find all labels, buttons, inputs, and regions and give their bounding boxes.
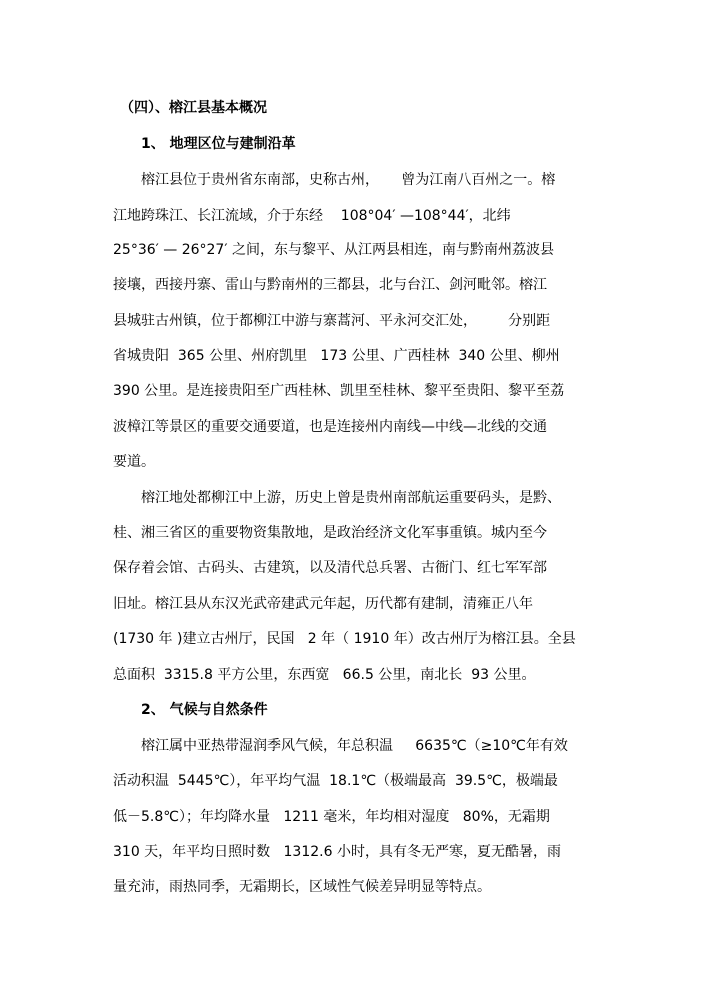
section-heading: （四）、榕江县基本概况 [120, 100, 267, 116]
paragraph-line: 保存着会馆、古码头、古建筑，以及清代总兵署、古衙门、红七军军部 [113, 560, 547, 576]
paragraph-line: 390 公里。是连接贵阳至广西桂林、凯里至桂林、黎平至贵阳、黎平至荔 [113, 383, 565, 399]
paragraph-line: 县城驻古州镇，位于都柳江中游与寨蒿河、平永河交汇处， 分别距 [113, 313, 551, 329]
paragraph-line: 波樟江等景区的重要交通要道，也是连接州内南线—中线—北线的交通 [113, 419, 547, 435]
paragraph-line: 25°36′ — 26°27′ 之间，东与黎平、从江两县相连，南与黔南州荔波县 [113, 242, 554, 258]
subsection-heading-location-history: 1、 地理区位与建制沿革 [141, 136, 296, 152]
paragraph-line: 低－5.8℃）；年均降水量 1211 毫米，年均相对湿度 80%，无霜期 [113, 809, 550, 825]
paragraph-line: 总面积 3315.8 平方公里，东西宽 66.5 公里，南北长 93 公里。 [113, 667, 536, 683]
paragraph-line: 榕江县位于贵州省东南部，史称古州， 曾为江南八百州之一。榕 [141, 172, 556, 188]
subsection-heading-climate: 2、 气候与自然条件 [141, 702, 268, 718]
paragraph-line: 活动积温 5445℃），年平均气温 18.1℃（极端最高 39.5℃，极端最 [113, 773, 558, 789]
paragraph-line: 省城贵阳 365 公里、州府凯里 173 公里、广西桂林 340 公里、柳州 [113, 348, 560, 364]
paragraph-line: 桂、湘三省区的重要物资集散地，是政治经济文化军事重镇。城内至今 [113, 525, 547, 541]
paragraph-line: 量充沛，雨热同季，无霜期长，区域性气候差异明显等特点。 [113, 879, 491, 895]
paragraph-line: 接壤，西接丹寨、雷山与黔南州的三都县，北与台江、剑河毗邻。榕江 [113, 277, 547, 293]
paragraph-line: 旧址。榕江县从东汉光武帝建武元年起，历代都有建制，清雍正八年 [113, 596, 533, 612]
paragraph-line: (1730 年 )建立古州厅，民国 2 年（ 1910 年）改古州厅为榕江县。全县 [113, 631, 576, 647]
paragraph-line: 310 天，年平均日照时数 1312.6 小时，具有冬无严寒，夏无酷暑，雨 [113, 844, 561, 860]
paragraph-line: 要道。 [113, 454, 155, 470]
paragraph-line: 榕江属中亚热带湿润季风气候，年总积温 6635℃（≥10℃年有效 [141, 738, 568, 754]
paragraph-line: 榕江地处都柳江中上游，历史上曾是贵州南部航运重要码头，是黔、 [141, 490, 561, 506]
paragraph-line: 江地跨珠江、长江流域，介于东经 108°04′ —108°44′，北纬 [113, 208, 511, 224]
